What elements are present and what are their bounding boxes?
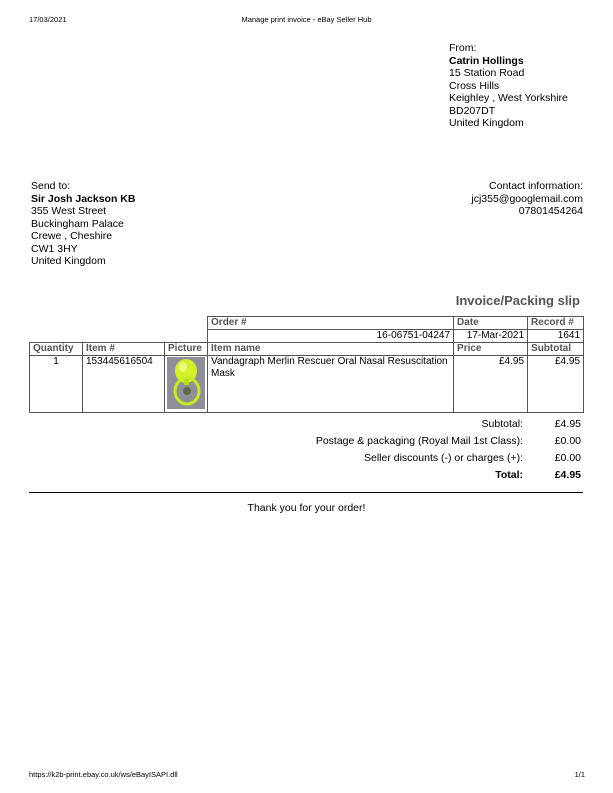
total-label: Total: <box>495 469 523 481</box>
contact-phone: 07801454264 <box>518 205 583 217</box>
total-value: £4.95 <box>554 469 581 481</box>
picture-header: Picture <box>165 343 208 356</box>
discount-value: £0.00 <box>554 452 581 464</box>
subtotal-row <box>181 418 581 431</box>
print-date: 17/03/2021 <box>29 15 67 24</box>
discount-label: Seller discounts (-) or charges (+): <box>363 452 523 464</box>
item-number: 153445616504 <box>83 356 165 413</box>
send-to-line: Buckingham Palace <box>31 217 124 230</box>
order-values-row <box>30 330 584 343</box>
thank-you-message: Thank you for your order! <box>247 502 366 514</box>
send-to-line: Crewe , Cheshire <box>31 230 113 242</box>
invoice-title: Invoice/Packing slip <box>455 293 580 308</box>
resuscitation-mask-photo-icon <box>167 357 205 409</box>
order-number: 16-06751-04247 <box>208 330 454 343</box>
date-header: Date <box>454 317 528 330</box>
price-header: Price <box>454 343 528 356</box>
order-header-row <box>30 317 584 330</box>
from-line: Cross Hills <box>449 79 500 92</box>
from-line: 15 Station Road <box>449 67 525 79</box>
from-line: United Kingdom <box>449 117 524 129</box>
from-label: From: <box>449 42 477 54</box>
send-to-name: Sir Josh Jackson KB <box>31 192 136 205</box>
from-line: BD207DT <box>449 104 496 117</box>
item-number-header: Item # <box>83 343 165 356</box>
from-name: Catrin Hollings <box>449 54 524 67</box>
record-number: 1641 <box>528 330 584 343</box>
contact-info <box>471 180 583 218</box>
table-row <box>30 356 584 413</box>
order-date: 17-Mar-2021 <box>454 330 528 343</box>
postage-row <box>181 435 581 448</box>
subtotal-value: £4.95 <box>554 418 581 430</box>
total-row <box>181 469 581 482</box>
postage-label: Postage & packaging (Royal Mail 1st Class): <box>315 435 523 447</box>
item-name-header: Item name <box>208 343 454 356</box>
from-line: Keighley , West Yorkshire <box>449 92 568 104</box>
item-name: Vandagraph Merlin Rescuer Oral Nasal Resuscitation Mask <box>208 356 454 413</box>
send-to-line: CW1 3HY <box>31 242 78 255</box>
item-subtotal: £4.95 <box>528 356 584 413</box>
item-quantity: 1 <box>30 356 83 413</box>
send-to-line: United Kingdom <box>31 255 106 267</box>
page-number: 1/1 <box>574 770 585 779</box>
item-picture-cell <box>165 356 208 413</box>
order-number-header: Order # <box>208 317 454 330</box>
record-header: Record # <box>528 317 584 330</box>
items-header-row <box>30 343 584 356</box>
send-to-label: Send to: <box>31 180 71 192</box>
print-title: Manage print invoice - eBay Seller Hub <box>241 15 372 24</box>
subtotal-label: Subtotal: <box>481 418 523 430</box>
quantity-header: Quantity <box>30 343 83 356</box>
item-price: £4.95 <box>454 356 528 413</box>
contact-email: jcj355@googlemail.com <box>471 192 583 205</box>
from-address <box>449 42 568 130</box>
discount-row <box>181 452 581 465</box>
invoice-table <box>29 316 584 413</box>
print-url: https://k2b-print.ebay.co.uk/ws/eBayISAPI.dll <box>29 770 178 779</box>
send-to-address <box>31 180 135 268</box>
subtotal-header: Subtotal <box>528 343 584 356</box>
contact-label: Contact information: <box>489 180 583 192</box>
send-to-line: 355 West Street <box>31 205 107 217</box>
divider <box>29 492 583 493</box>
postage-value: £0.00 <box>554 435 581 447</box>
